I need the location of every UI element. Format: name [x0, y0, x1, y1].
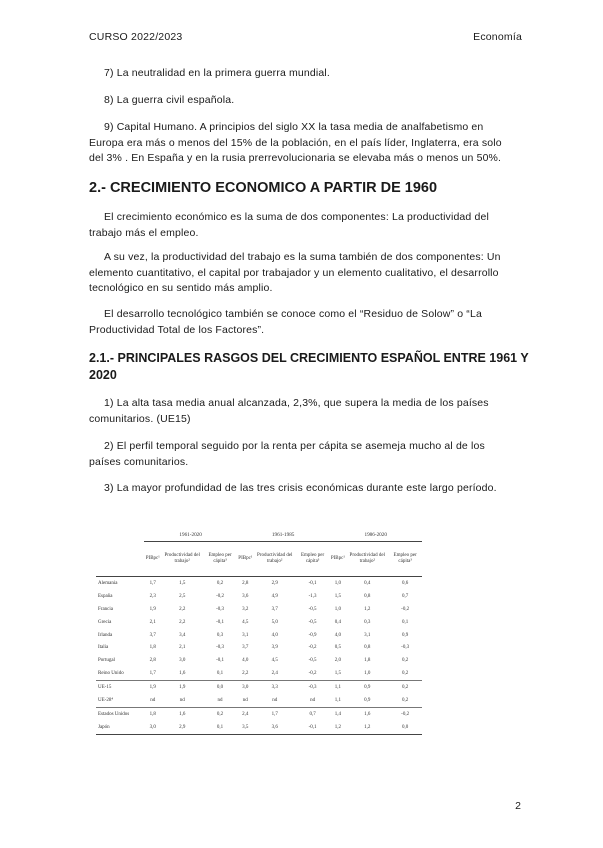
value-cell: 3,7 — [242, 645, 249, 651]
column-header: Productividad del trabajo² — [161, 542, 203, 577]
value-cell: 0,5 — [334, 645, 341, 651]
value-cell: -1,3 — [308, 593, 317, 599]
value-cell: -0,5 — [308, 606, 317, 612]
value-cell: -0,1 — [216, 658, 225, 664]
value-cell: -0,1 — [308, 580, 317, 586]
column-header: PIBpc¹ — [237, 542, 254, 577]
value-cell: nd — [150, 697, 156, 703]
value-cell: 1,7 — [149, 671, 156, 677]
country-header — [96, 542, 144, 577]
table-row — [96, 654, 422, 667]
value-cell: 1,8 — [364, 658, 371, 664]
value-cell: 3,0 — [237, 681, 254, 694]
value-cell: 0,7 — [402, 593, 409, 599]
country-cell: UE-28⁴ — [98, 697, 114, 703]
table-row — [96, 667, 422, 680]
value-cell: 3,1 — [364, 632, 371, 638]
value-cell: 2,9 — [271, 580, 278, 586]
column-header: PIBpc¹ — [144, 542, 161, 577]
page-number: 2 — [515, 800, 521, 812]
value-cell: 4,0 — [271, 632, 278, 638]
value-cell: 1,5 — [334, 671, 341, 677]
value-cell: 0,8 — [364, 593, 371, 599]
value-cell: 1,2 — [346, 721, 388, 734]
list-item-7: 7) La neutralidad en la primera guerra mundial. — [104, 67, 330, 79]
value-cell: 2,0 — [334, 658, 341, 664]
value-cell: 2,2 — [179, 606, 186, 612]
value-cell: 0,2 — [203, 707, 237, 720]
header-course: CURSO 2022/2023 — [89, 31, 183, 43]
value-cell: 1,9 — [144, 681, 161, 694]
value-cell: 1,4 — [329, 707, 346, 720]
value-cell: 3,6 — [242, 593, 249, 599]
list-item-9: 9) Capital Humano. A principios del siglo XX la tasa media de analfabetismo en Europa era más o menos del 15% de la población, en el país líder, Inglaterra, era solo del 3% . En España y en la rusia prerrevolucionaria se elevaba más o menos un 50%. — [89, 121, 502, 165]
table-row — [96, 681, 422, 694]
value-cell: 4,0 — [242, 658, 249, 664]
period-header: 1986-2020 — [329, 528, 422, 542]
value-cell: 0,8 — [364, 645, 371, 651]
section-2-1-heading: 2.1.- PRINCIPALES RASGOS DEL CRECIMIENTO ESPAÑOL ENTRE 1961 Y 2020 — [89, 351, 529, 382]
section-2-heading: 2.- CRECIMIENTO ECONOMICO A PARTIR DE 1960 — [89, 180, 438, 196]
paragraph-solow-residual: El desarrollo tecnológico también se conoce como el “Residuo de Solow” o “La Productividad Total de los Factores”. — [89, 308, 482, 336]
header-subject: Economía — [473, 31, 522, 43]
value-cell: 0,3 — [364, 619, 371, 625]
value-cell: 3,0 — [179, 658, 186, 664]
value-cell: 0,1 — [203, 721, 237, 734]
value-cell: 3,7 — [149, 632, 156, 638]
list-item-2: 2) El perfil temporal seguido por la renta per cápita se asemeja mucho al de los países comunitarios. — [89, 440, 485, 468]
value-cell: nd — [179, 697, 185, 703]
value-cell: 3,0 — [144, 721, 161, 734]
country-cell: Reino Unido — [98, 671, 124, 677]
value-cell: 0,9 — [346, 681, 388, 694]
value-cell: -0,2 — [308, 645, 317, 651]
value-cell: 0,9 — [364, 697, 371, 703]
country-cell: España — [98, 593, 113, 599]
country-cell: Italia — [98, 645, 109, 651]
period-header: 1961-2020 — [144, 528, 237, 542]
value-cell: 2,2 — [242, 671, 249, 677]
value-cell: 1,1 — [329, 681, 346, 694]
value-cell: 1,0 — [334, 580, 341, 586]
country-cell: Portugal — [98, 658, 115, 664]
value-cell: 2,3 — [149, 593, 156, 599]
value-cell: 1,2 — [364, 606, 371, 612]
value-cell: 1,9 — [161, 681, 203, 694]
value-cell: -0,3 — [401, 645, 410, 651]
period-header: 1961-1985 — [237, 528, 330, 542]
table-row — [96, 707, 422, 720]
value-cell: 1,7 — [254, 707, 296, 720]
value-cell: nd — [217, 697, 223, 703]
value-cell: -0,3 — [216, 606, 225, 612]
value-cell: -0,2 — [401, 606, 410, 612]
value-cell: 0,2 — [402, 671, 409, 677]
table-row — [96, 616, 422, 629]
table-corner — [96, 528, 144, 542]
value-cell: 0,2 — [388, 681, 422, 694]
country-cell: UE-15 — [96, 681, 144, 694]
value-cell: 0,0 — [388, 721, 422, 734]
list-item-1: 1) La alta tasa media anual alcanzada, 2,3%, que supera la media de los países comunitarios. (UE15) — [89, 397, 489, 425]
country-cell: Alemania — [98, 580, 118, 586]
value-cell: 0,1 — [402, 619, 409, 625]
paragraph-productivity-components: A su vez, la productividad del trabajo es la suma también de dos componentes: Un elemento cuantitativo, el capital por trabajador y un elemento cualitativo, el desarrollo tecnológico en su sentido más amplio. — [89, 251, 501, 295]
value-cell: 1,0 — [334, 606, 341, 612]
column-header: Productividad del trabajo² — [254, 542, 296, 577]
value-cell: 2,8 — [149, 658, 156, 664]
value-cell: 1,5 — [179, 580, 186, 586]
value-cell: -0,2 — [216, 593, 225, 599]
value-cell: 4,5 — [242, 619, 249, 625]
value-cell: 2,4 — [271, 671, 278, 677]
value-cell: 4,5 — [271, 658, 278, 664]
table-row — [96, 603, 422, 616]
value-cell: 2,1 — [149, 619, 156, 625]
list-item-8: 8) La guerra civil española. — [104, 94, 235, 106]
value-cell: -0,2 — [308, 671, 317, 677]
list-item-3: 3) La mayor profundidad de las tres crisis económicas durante este largo período. — [104, 482, 497, 494]
value-cell: 4,0 — [334, 632, 341, 638]
value-cell: 3,3 — [254, 681, 296, 694]
table-row — [96, 629, 422, 642]
table-row — [96, 590, 422, 603]
growth-table — [96, 528, 422, 735]
table-body — [96, 577, 422, 735]
value-cell: 3,2 — [242, 606, 249, 612]
value-cell: -0,1 — [216, 619, 225, 625]
value-cell: -0,3 — [296, 681, 330, 694]
column-header: Productividad del trabajo² — [346, 542, 388, 577]
value-cell: 1,9 — [149, 606, 156, 612]
value-cell: -0,1 — [296, 721, 330, 734]
value-cell: 2,1 — [179, 645, 186, 651]
table-row — [96, 641, 422, 654]
column-header: Empleo per cápita³ — [388, 542, 422, 577]
value-cell: -0,5 — [308, 619, 317, 625]
country-cell: Estados Unidos — [96, 707, 144, 720]
value-cell: 0,6 — [402, 580, 409, 586]
value-cell: 0,4 — [364, 580, 371, 586]
value-cell: 0,1 — [216, 671, 224, 677]
value-cell: 0,2 — [402, 697, 409, 703]
table-row — [96, 694, 422, 707]
value-cell: 0,0 — [203, 681, 237, 694]
value-cell: 3,1 — [242, 632, 249, 638]
value-cell: 1,8 — [144, 707, 161, 720]
value-cell: 0,2 — [216, 580, 224, 586]
table-row — [96, 577, 422, 590]
value-cell: 1,8 — [149, 645, 156, 651]
column-header: Empleo per cápita³ — [296, 542, 330, 577]
value-cell: 0,4 — [334, 619, 341, 625]
value-cell: 4,9 — [271, 593, 278, 599]
value-cell: 2,5 — [179, 593, 186, 599]
value-cell: 1,6 — [179, 671, 186, 677]
value-cell: 3,7 — [271, 606, 278, 612]
column-header: PIBpc¹ — [329, 542, 346, 577]
value-cell: 1,7 — [149, 580, 156, 586]
value-cell: 1,1 — [334, 697, 341, 703]
value-cell: 2,2 — [179, 619, 186, 625]
value-cell: -0,5 — [308, 658, 317, 664]
value-cell: nd — [242, 697, 248, 703]
country-cell: Francia — [98, 606, 113, 612]
value-cell: 2,8 — [242, 580, 249, 586]
value-cell: 2,4 — [237, 707, 254, 720]
country-cell: Irlanda — [98, 632, 113, 638]
country-cell: Japón — [96, 721, 144, 734]
value-cell: 3,4 — [179, 632, 186, 638]
value-cell: -0,3 — [216, 645, 225, 651]
value-cell: 2,9 — [161, 721, 203, 734]
value-cell: 1,6 — [161, 707, 203, 720]
value-cell: 1,5 — [334, 593, 341, 599]
value-cell: 0,9 — [402, 632, 409, 638]
value-cell: 1,2 — [329, 721, 346, 734]
table-row — [96, 721, 422, 734]
value-cell: 1,0 — [364, 671, 371, 677]
value-cell: nd — [310, 697, 316, 703]
value-cell: 0,2 — [402, 658, 409, 664]
value-cell: 1,6 — [346, 707, 388, 720]
value-cell: -0,9 — [308, 632, 317, 638]
column-header: Empleo per cápita³ — [203, 542, 237, 577]
paragraph-growth-definition: El crecimiento económico es la suma de dos componentes: La productividad del trabajo más el empleo. — [89, 211, 489, 239]
value-cell: 3,6 — [254, 721, 296, 734]
value-cell: -0,2 — [388, 707, 422, 720]
value-cell: 5,0 — [271, 619, 278, 625]
country-cell: Grecia — [98, 619, 112, 625]
value-cell: 3,9 — [271, 645, 278, 651]
value-cell: 0,3 — [216, 632, 224, 638]
value-cell: 3,5 — [237, 721, 254, 734]
value-cell: 0,7 — [296, 707, 330, 720]
value-cell: nd — [272, 697, 278, 703]
